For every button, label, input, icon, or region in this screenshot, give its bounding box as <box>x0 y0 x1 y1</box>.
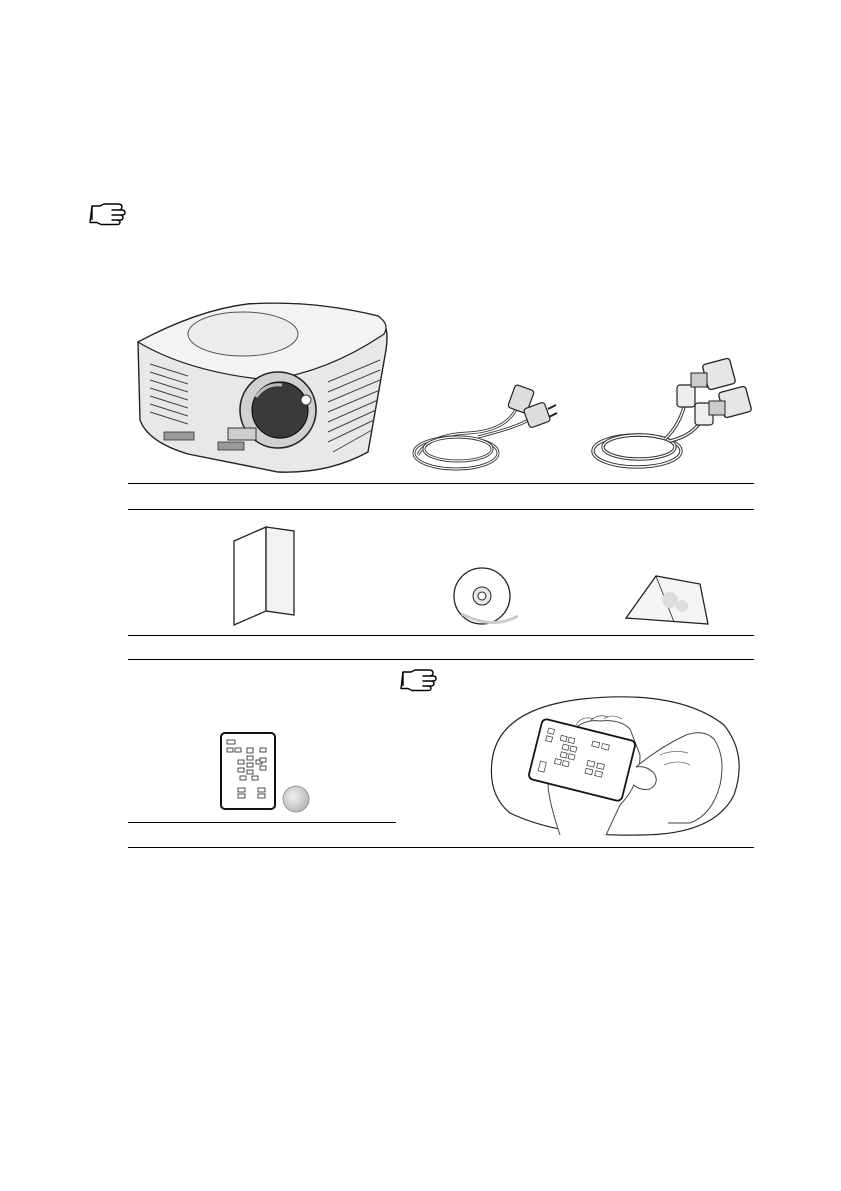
vga-cable-illustration <box>585 355 755 475</box>
coin-battery-illustration <box>281 784 311 814</box>
row-divider <box>128 509 754 510</box>
remote-control-illustration <box>220 732 278 812</box>
row-divider <box>128 822 396 823</box>
row-divider <box>128 847 754 848</box>
cd-illustration <box>448 564 520 626</box>
remote-battery-removal-illustration <box>490 695 744 837</box>
row-divider <box>128 635 754 636</box>
row-divider <box>128 483 754 484</box>
warranty-card-illustration <box>622 570 712 628</box>
power-cord-illustration <box>408 375 558 475</box>
user-manual-illustration <box>222 525 300 627</box>
pointing-hand-icon <box>90 202 130 224</box>
pointing-hand-icon <box>401 668 441 690</box>
projector-illustration <box>128 302 393 474</box>
row-divider <box>128 659 754 660</box>
